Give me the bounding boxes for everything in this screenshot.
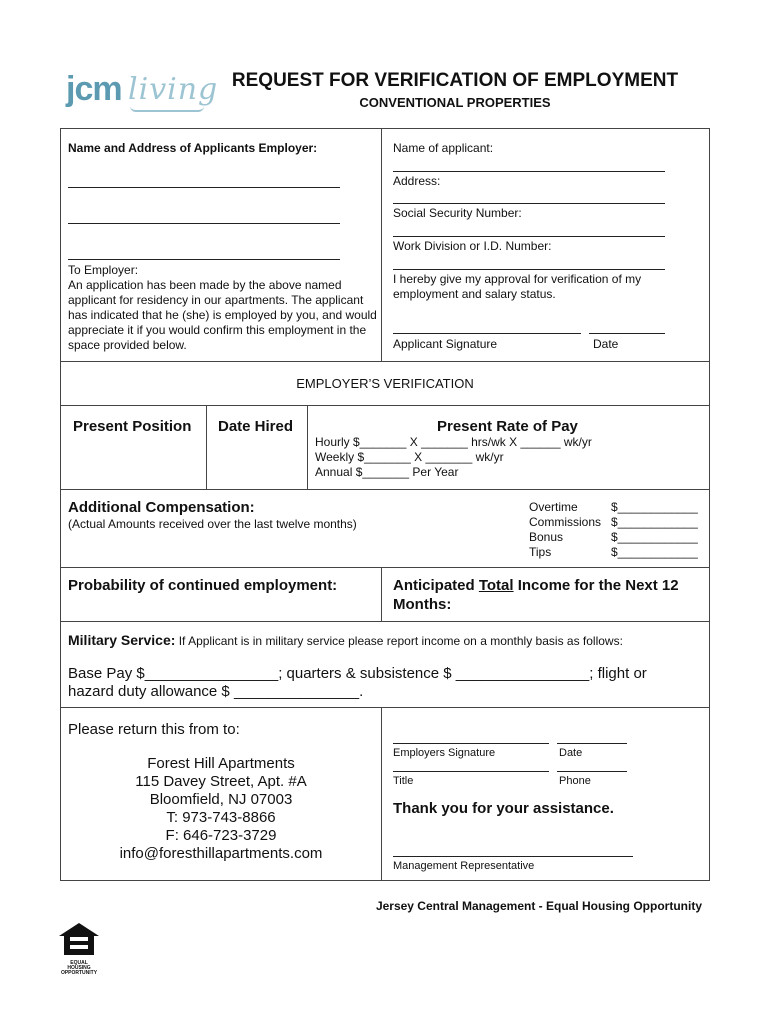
divider-military — [61, 621, 709, 622]
eho-caption-2: OPPORTUNITY — [60, 970, 98, 976]
logo-jcm-text: jcm — [66, 70, 122, 108]
tips-amount[interactable]: $____________ — [611, 545, 698, 559]
bonus-amount[interactable]: $____________ — [611, 530, 698, 544]
weekly-pay-line: Weekly $_______ X _______ wk/yr — [315, 450, 504, 464]
employer-line-2[interactable] — [68, 223, 340, 224]
equal-housing-icon — [58, 922, 100, 976]
address-label: Address: — [393, 174, 441, 188]
anticipated-income-label: Anticipated Total Income for the Next 12 — [393, 577, 679, 594]
hourly-pay-line: Hourly $_______ X _______ hrs/wk X ______ wk/yr — [315, 435, 592, 449]
applicant-date-line[interactable] — [589, 333, 665, 334]
employer-line-3[interactable] — [68, 259, 340, 260]
commissions-amount[interactable]: $____________ — [611, 515, 698, 529]
title-line[interactable] — [393, 771, 549, 772]
applicant-name-label: Name of applicant: — [393, 141, 494, 155]
anticipated-income-label-2: Months: — [393, 596, 452, 613]
thank-you-text: Thank you for your assistance. — [393, 800, 614, 817]
probability-label: Probability of continued employment: — [68, 577, 338, 594]
employer-signature-line[interactable] — [393, 743, 549, 744]
address-line[interactable] — [393, 203, 665, 204]
management-rep-label: Management Representative — [393, 860, 535, 872]
employer-line-1[interactable] — [68, 187, 340, 188]
applicant-signature-line[interactable] — [393, 333, 581, 334]
logo-swoosh — [130, 106, 204, 112]
tips-label: Tips — [529, 545, 552, 559]
property-phone: T: 973-743-8866 — [166, 809, 276, 826]
employer-signature-label: Employers Signature — [393, 747, 496, 759]
title-label: Title — [393, 775, 414, 787]
overtime-amount[interactable]: $____________ — [611, 500, 698, 514]
employer-verification-heading: EMPLOYER’S VERIFICATION — [296, 376, 474, 391]
to-employer-body: An application has been made by the above named applicant for residency in our apartments. The applicant has indicated that he (she) is employed by you, and would appreciate it if you would confirm this employment in the space provided below. — [68, 278, 377, 352]
military-service-line: Military Service: If Applicant is in military service please report income on a monthly basis as follows: — [68, 632, 623, 648]
divider-date-hired — [307, 405, 308, 489]
form-frame — [60, 128, 710, 881]
divider-signatures — [381, 707, 382, 881]
employer-name-label: Name and Address of Applicants Employer: — [68, 141, 318, 155]
present-rate-label: Present Rate of Pay — [437, 418, 578, 435]
phone-line[interactable] — [557, 771, 627, 772]
bonus-label: Bonus — [529, 530, 564, 544]
divider-probability — [61, 567, 709, 568]
to-employer-label: To Employer: — [68, 263, 139, 277]
applicant-name-line[interactable] — [393, 171, 665, 172]
work-division-label: Work Division or I.D. Number: — [393, 239, 552, 253]
ssn-label: Social Security Number: — [393, 206, 522, 220]
military-pay-line-2: hazard duty allowance $ _______________. — [68, 683, 364, 700]
jcm-living-logo — [66, 70, 219, 120]
divider-employer-verification — [61, 361, 709, 362]
divider-additional-comp — [61, 489, 709, 490]
document-title: REQUEST FOR VERIFICATION OF EMPLOYMENT — [231, 70, 679, 91]
divider-anticipated — [381, 567, 382, 621]
overtime-label: Overtime — [529, 500, 578, 514]
applicant-date-label: Date — [593, 337, 619, 351]
property-fax: F: 646-723-3729 — [165, 827, 277, 844]
property-street: 115 Davey Street, Apt. #A — [135, 773, 307, 790]
present-position-label: Present Position — [73, 418, 192, 435]
divider-position — [206, 405, 207, 489]
phone-label: Phone — [559, 775, 591, 787]
management-rep-line[interactable] — [393, 856, 633, 857]
property-email[interactable]: info@foresthillapartments.com — [119, 845, 323, 862]
house-icon — [58, 922, 100, 956]
work-division-line[interactable] — [393, 269, 665, 270]
divider-return — [61, 707, 709, 708]
ssn-line[interactable] — [393, 236, 665, 237]
footer-tagline: Jersey Central Management - Equal Housing Opportunity — [375, 899, 702, 913]
applicant-signature-label: Applicant Signature — [393, 337, 498, 351]
additional-comp-label: Additional Compensation: — [68, 499, 255, 516]
property-name: Forest Hill Apartments — [147, 755, 295, 772]
employer-date-line[interactable] — [557, 743, 627, 744]
approval-text: I hereby give my approval for verification of my employment and salary status. — [393, 272, 642, 301]
military-pay-line-1: Base Pay $________________; quarters & subsistence $ ________________; flight or — [68, 665, 647, 682]
eho-caption-1: EQUAL HOUSING — [67, 960, 91, 971]
return-to-label: Please return this from to: — [68, 721, 240, 738]
property-city: Bloomfield, NJ 07003 — [149, 791, 293, 808]
commissions-label: Commissions — [529, 515, 602, 529]
divider-pay-header — [61, 405, 709, 406]
annual-pay-line: Annual $_______ Per Year — [315, 465, 459, 479]
additional-comp-note: (Actual Amounts received over the last twelve months) — [68, 517, 357, 531]
employer-date-label: Date — [559, 747, 583, 759]
logo-living-text: living — [128, 72, 219, 107]
date-hired-label: Date Hired — [218, 418, 294, 435]
applicant-divider — [381, 129, 382, 361]
document-subtitle: CONVENTIONAL PROPERTIES — [359, 95, 551, 110]
